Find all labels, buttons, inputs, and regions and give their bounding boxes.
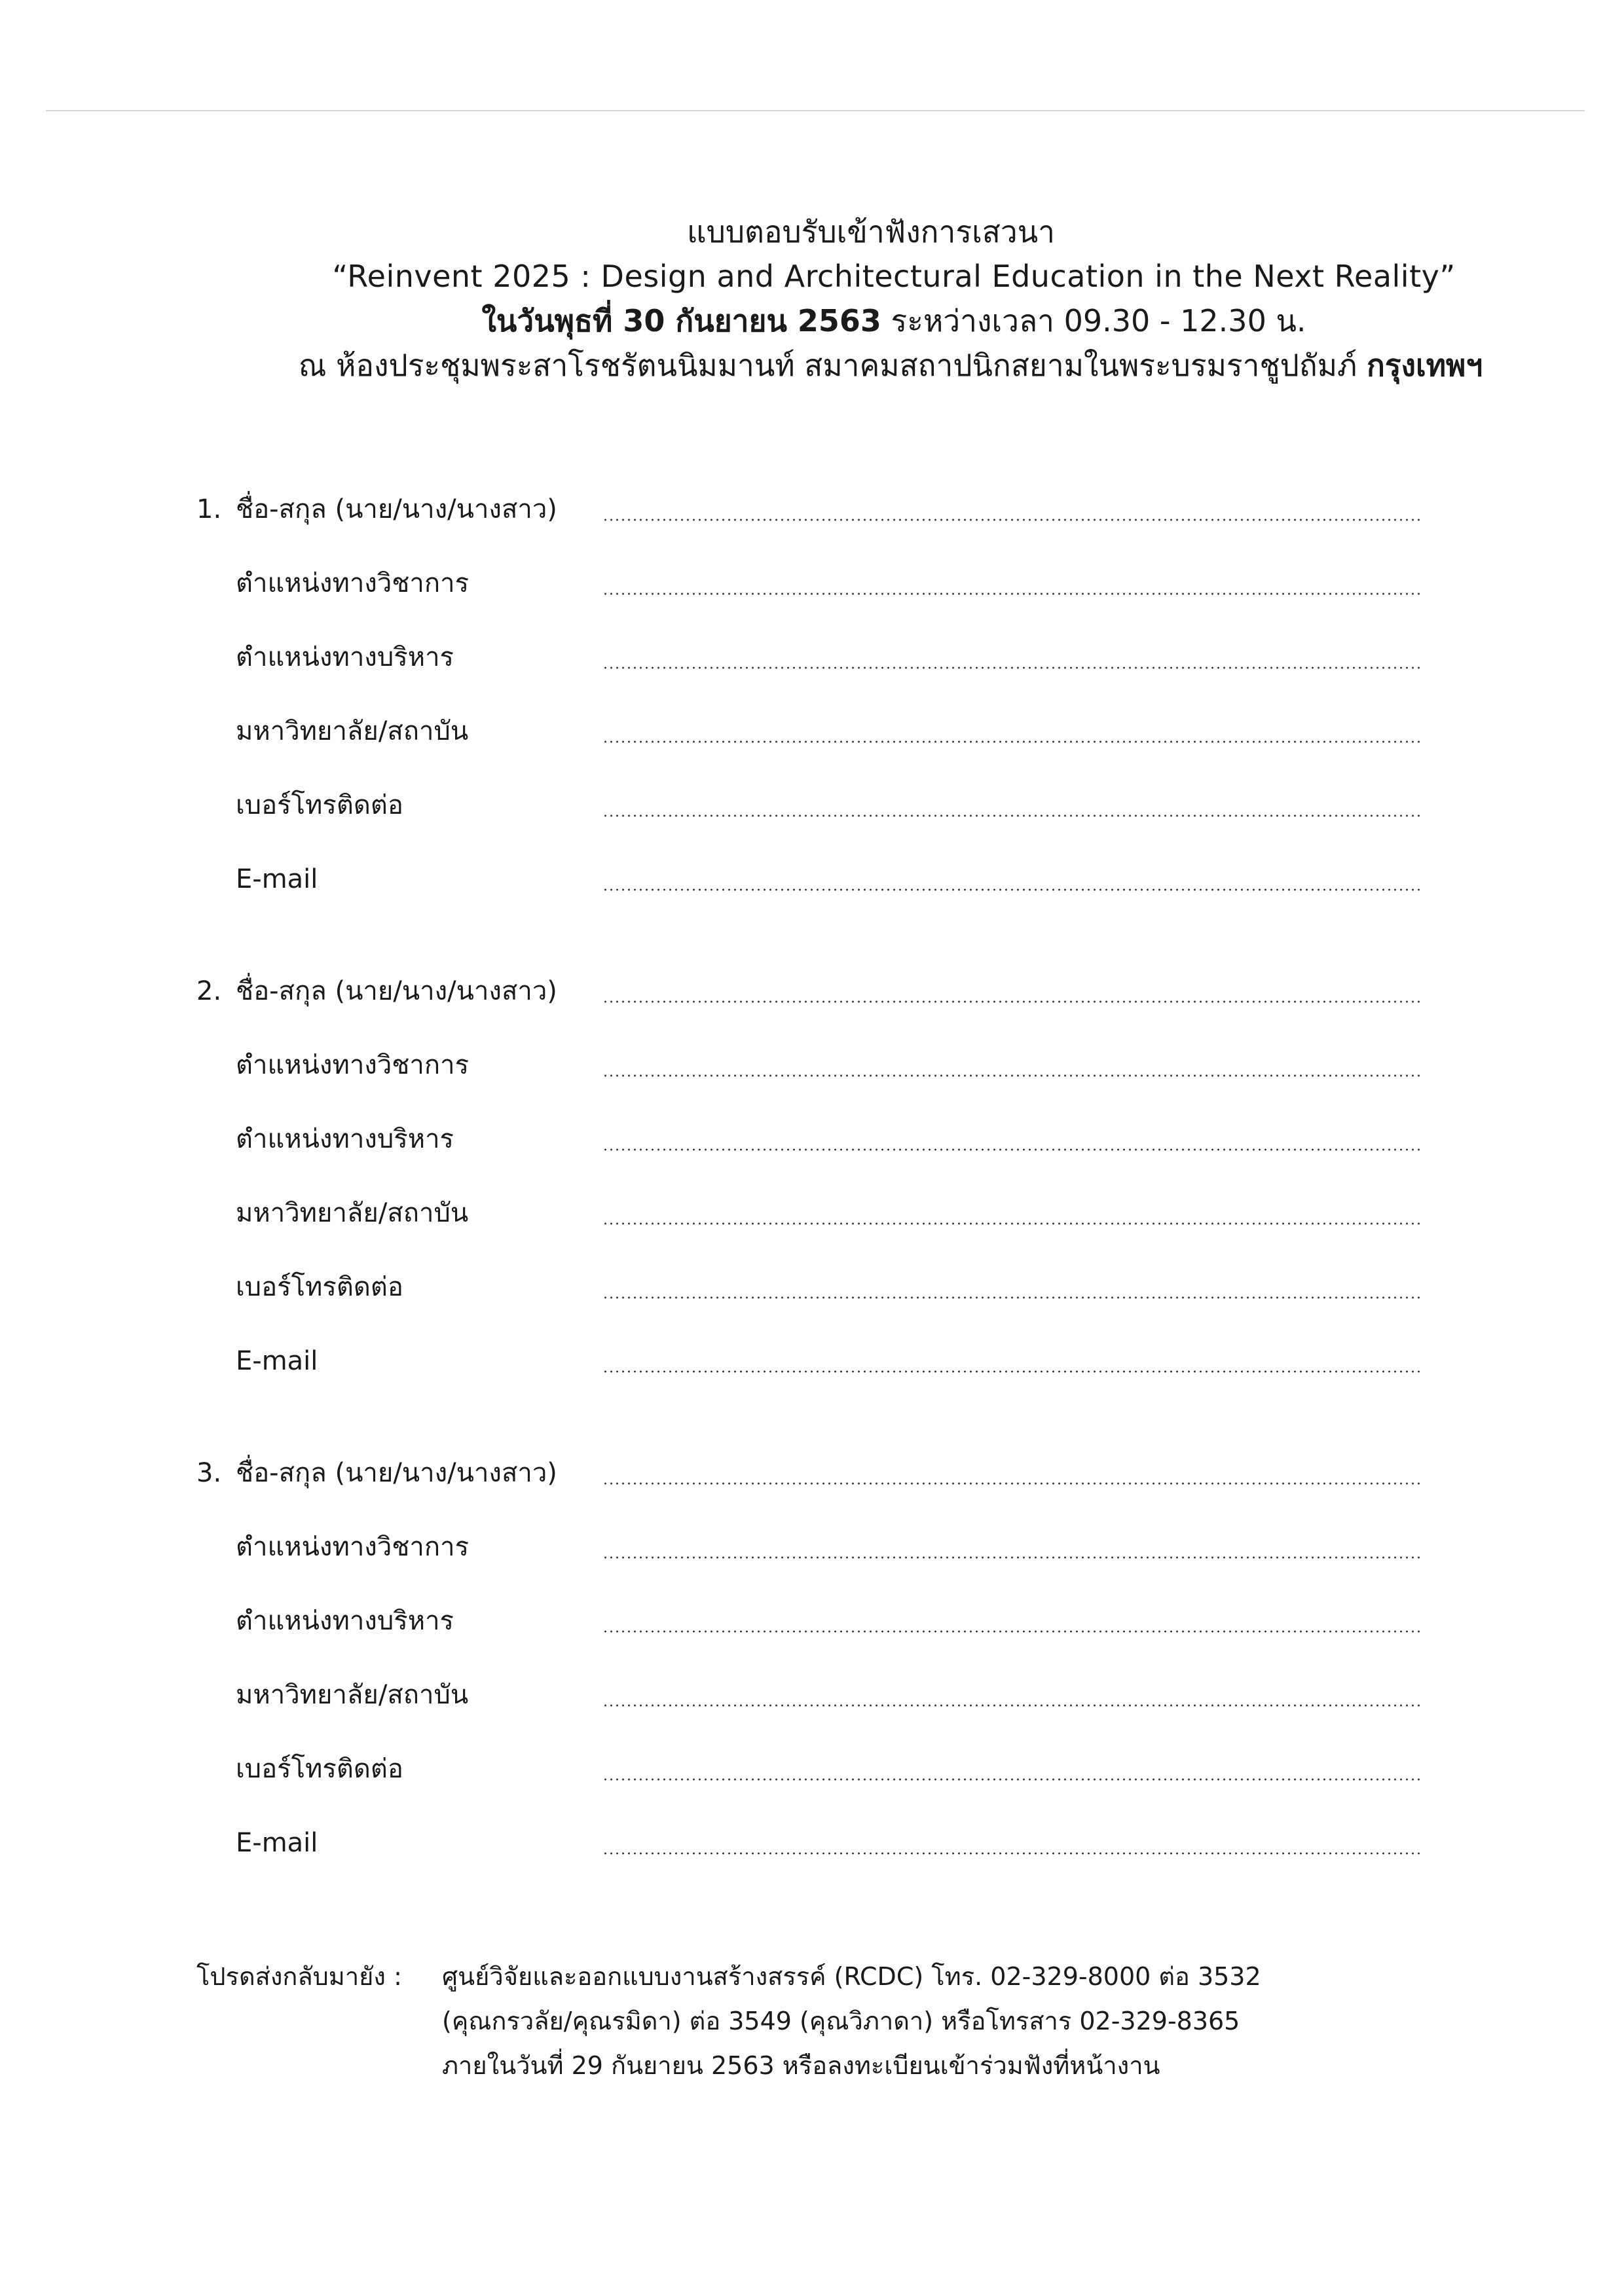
phone-label: เบอร์โทรติดต่อ <box>236 1272 403 1302</box>
admin-position-field[interactable] <box>602 1630 1421 1633</box>
academic-position-label: ตำแหน่งทางวิชาการ <box>236 1532 470 1562</box>
event-time: ระหว่างเวลา 09.30 - 12.30 น. <box>881 303 1306 338</box>
academic-position-row <box>196 1522 1428 1596</box>
attendee-number: 2. <box>196 976 222 1006</box>
return-contact: ศูนย์วิจัยและออกแบบงานสร้างสรรค์ (RCDC) โทร. 02-329-8000 ต่อ 3532 <box>442 1962 1261 1991</box>
phone-row <box>196 780 1428 854</box>
institution-label: มหาวิทยาลัย/สถาบัน <box>236 716 469 746</box>
name-label: ชื่อ-สกุล (นาย/นาง/นางสาว) <box>236 976 557 1006</box>
phone-field[interactable] <box>602 1778 1421 1781</box>
name-row <box>196 1448 1428 1522</box>
attendee-number: 1. <box>196 494 222 524</box>
email-field[interactable] <box>602 888 1421 891</box>
name-row <box>196 484 1428 558</box>
event-title: “Reinvent 2025 : Design and Architectural Education in the Next Reality” <box>332 259 1456 294</box>
name-field[interactable] <box>602 519 1421 521</box>
event-date <box>0 299 1624 343</box>
event-venue-text: ณ ห้องประชุมพระสาโรชรัตนนิมมานท์ สมาคมสถาปนิกสยามในพระบรมราชูปถัมภ์ <box>298 348 1367 383</box>
email-label: E-mail <box>236 864 318 894</box>
phone-row <box>196 1744 1428 1818</box>
institution-row <box>196 1670 1428 1744</box>
email-label: E-mail <box>236 1828 318 1858</box>
return-contact-persons: (คุณกรวลัย/คุณรมิดา) ต่อ 3549 (คุณวิภาดา) หรือโทรสาร 02-329-8365 <box>442 2007 1240 2035</box>
email-row <box>196 1336 1428 1410</box>
email-label: E-mail <box>236 1346 318 1376</box>
attendee-number: 3. <box>196 1458 222 1488</box>
event-venue <box>0 343 1624 388</box>
academic-position-field[interactable] <box>602 592 1421 595</box>
academic-position-row <box>196 1040 1428 1114</box>
institution-label: มหาวิทยาลัย/สถาบัน <box>236 1198 469 1228</box>
email-field[interactable] <box>602 1852 1421 1855</box>
institution-field[interactable] <box>602 740 1421 743</box>
phone-field[interactable] <box>602 814 1421 817</box>
scan-edge-line <box>46 110 1585 111</box>
email-row <box>196 1818 1428 1892</box>
institution-field[interactable] <box>602 1222 1421 1225</box>
attendee-block-2 <box>196 966 1428 1410</box>
return-deadline: ภายในวันที่ 29 กันยายน 2563 หรือลงทะเบียนเข้าร่วมฟังที่หน้างาน <box>442 2051 1160 2080</box>
attendee-block-1 <box>196 484 1428 928</box>
admin-position-field[interactable] <box>602 1148 1421 1151</box>
institution-field[interactable] <box>602 1704 1421 1707</box>
return-instructions <box>196 1954 1441 2088</box>
academic-position-label: ตำแหน่งทางวิชาการ <box>236 568 470 598</box>
admin-position-field[interactable] <box>602 666 1421 669</box>
phone-label: เบอร์โทรติดต่อ <box>236 790 403 820</box>
name-label: ชื่อ-สกุล (นาย/นาง/นางสาว) <box>236 494 557 524</box>
phone-label: เบอร์โทรติดต่อ <box>236 1754 403 1784</box>
phone-field[interactable] <box>602 1296 1421 1299</box>
institution-row <box>196 706 1428 780</box>
admin-position-row <box>196 1596 1428 1670</box>
name-row <box>196 966 1428 1040</box>
admin-position-label: ตำแหน่งทางบริหาร <box>236 642 454 672</box>
event-date-bold: ในวันพุธที่ 30 กันยายน 2563 <box>481 303 881 338</box>
return-line-1 <box>196 1954 1441 1999</box>
admin-position-label: ตำแหน่งทางบริหาร <box>236 1606 454 1636</box>
admin-position-row <box>196 1114 1428 1188</box>
academic-position-field[interactable] <box>602 1556 1421 1559</box>
return-line-2 <box>196 1999 1441 2043</box>
form-header <box>0 210 1624 388</box>
institution-label: มหาวิทยาลัย/สถาบัน <box>236 1680 469 1710</box>
event-city: กรุงเทพฯ <box>1366 348 1483 383</box>
admin-position-row <box>196 632 1428 706</box>
form-title: แบบตอบรับเข้าฟังการเสวนา <box>687 214 1055 249</box>
phone-row <box>196 1262 1428 1336</box>
email-field[interactable] <box>602 1370 1421 1373</box>
admin-position-label: ตำแหน่งทางบริหาร <box>236 1124 454 1154</box>
attendee-block-3 <box>196 1448 1428 1892</box>
academic-position-field[interactable] <box>602 1074 1421 1077</box>
email-row <box>196 854 1428 928</box>
return-label: โปรดส่งกลับมายัง : <box>196 1962 402 1991</box>
institution-row <box>196 1188 1428 1262</box>
name-label: ชื่อ-สกุล (นาย/นาง/นางสาว) <box>236 1458 557 1488</box>
name-field[interactable] <box>602 1482 1421 1485</box>
academic-position-row <box>196 558 1428 632</box>
name-field[interactable] <box>602 1000 1421 1003</box>
academic-position-label: ตำแหน่งทางวิชาการ <box>236 1050 470 1080</box>
return-line-3 <box>196 2043 1441 2088</box>
